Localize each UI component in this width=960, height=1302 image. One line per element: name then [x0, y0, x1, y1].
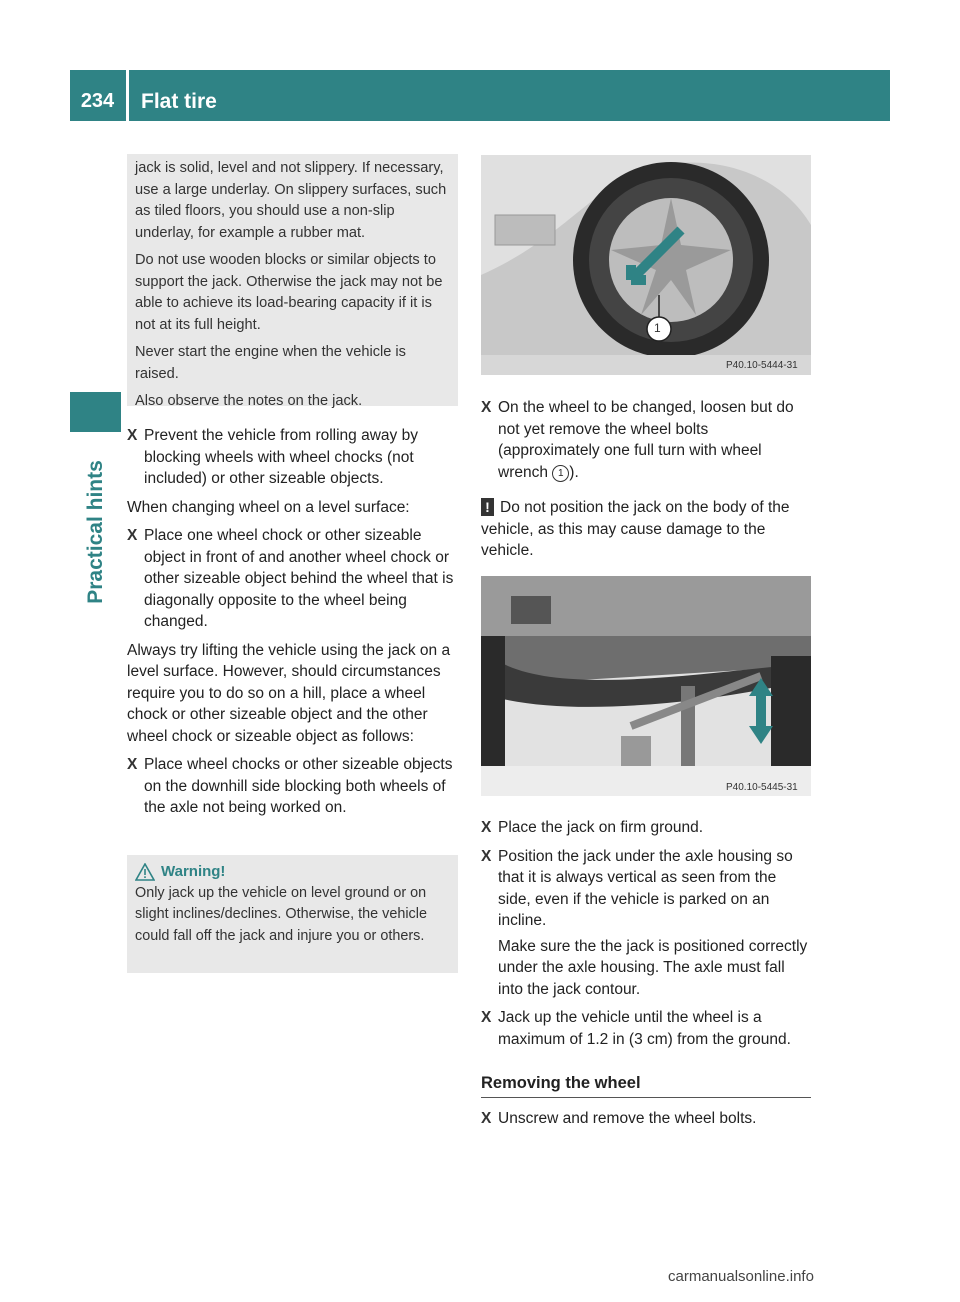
caution-icon: ! [481, 498, 494, 516]
note-paragraph: Also observe the notes on the jack. [135, 393, 363, 409]
warning-text: Only jack up the vehicle on level ground or on slight inclines/declines. Otherwise, the vehicle could fall off the jack and injure you or others. [135, 884, 427, 944]
subheading: Removing the wheel [481, 1074, 811, 1098]
side-tab-block [70, 392, 121, 432]
right-body-final [481, 1108, 813, 1137]
step-text: Place the jack on firm ground. [498, 819, 704, 836]
step-marker: X [127, 527, 138, 544]
step-text: Unscrew and remove the wheel bolts. [498, 1110, 757, 1127]
step-marker: X [481, 399, 492, 416]
figure-code: P40.10-5445-31 [726, 782, 798, 793]
step-text: Jack up the vehicle until the wheel is a maximum of 1.2 in (3 cm) from the ground. [498, 1009, 791, 1048]
caution-text: Do not position the jack on the body of the vehicle, as this may cause damage to the vehicle. [481, 499, 790, 559]
callout-badge: 1 [552, 465, 569, 482]
note-paragraph: jack is solid, level and not slippery. If necessary, use a large underlay. On slippery surfaces, such as tiled floors, you should use a non-slip underlay, for example a rubber mat. [135, 160, 447, 241]
note-paragraph: Never start the engine when the vehicle is raised. [135, 344, 406, 382]
incline-paragraph: Always try lifting the vehicle using the jack on a level surface. However, should circumstances require you to do so on a hill, place a wheel chock or other sizeable object and the other wheel chock or sizeable object as follows: [127, 641, 451, 745]
step-marker: X [481, 1110, 492, 1127]
step-chocks [127, 425, 459, 490]
step-marker: X [127, 427, 138, 444]
level-intro: When changing wheel on a level surface: [127, 498, 410, 516]
wheel-illustration [481, 155, 811, 375]
figure-callout: 1 [654, 321, 661, 335]
step-text-end: ). [569, 463, 579, 481]
step-loosen [481, 397, 813, 483]
warning-box [127, 855, 458, 973]
side-label [70, 432, 121, 632]
watermark: carmanualsonline.info [668, 1268, 814, 1285]
step-jackup [481, 1007, 813, 1050]
step-marker: X [481, 819, 492, 836]
section-title: Flat tire [141, 90, 217, 113]
right-body-bottom [481, 817, 813, 1057]
step-text: Position the jack under the axle housing so that it is always vertical as seen from the side, even if the vehicle is parked on an incline. [498, 847, 793, 929]
page-number: 234 [80, 90, 115, 112]
warning-triangle-icon [135, 863, 155, 881]
warning-title: Warning! [161, 863, 226, 880]
jack-figure [481, 576, 811, 796]
step-marker: X [481, 847, 492, 865]
wheel-figure [481, 155, 811, 375]
step-text: On the wheel to be changed, loosen but do not yet remove the wheel bolts (approximately one full turn with wheel wrench [498, 399, 794, 481]
step-text: Prevent the vehicle from rolling away by blocking wheels with wheel chocks (not included) or other sizeable objects. [144, 427, 418, 487]
step-marker: X [481, 1009, 492, 1026]
step-marker: X [127, 756, 138, 773]
side-label-text: Practical hints [83, 460, 107, 604]
figure-code: P40.10-5444-31 [726, 360, 798, 371]
caution-note [481, 497, 813, 562]
step-ground [481, 817, 813, 839]
note-paragraph: Do not use wooden blocks or similar objects to support the jack. Otherwise the jack may not be able to achieve its load-bearing capacity if it is not at its full height. [135, 252, 443, 333]
step-incline [127, 754, 459, 819]
left-body [127, 425, 459, 826]
jack-illustration [481, 576, 811, 796]
position-note: Make sure the the jack is positioned correctly under the axle housing. The axle must fall into the jack contour. [498, 937, 808, 998]
step-level [127, 525, 459, 633]
step-unscrew [481, 1108, 813, 1130]
header-divider [126, 70, 129, 121]
step-text: Place one wheel chock or other sizeable object in front of and another wheel chock or other sizeable object behind the wheel that is diagonally opposite to the wheel being changed. [144, 527, 454, 630]
step-position [481, 846, 813, 932]
right-body-top [481, 397, 813, 569]
note-box [127, 154, 458, 409]
step-text: Place wheel chocks or other sizeable objects on the downhill side blocking both wheels of the axle not being worked on. [144, 756, 453, 816]
